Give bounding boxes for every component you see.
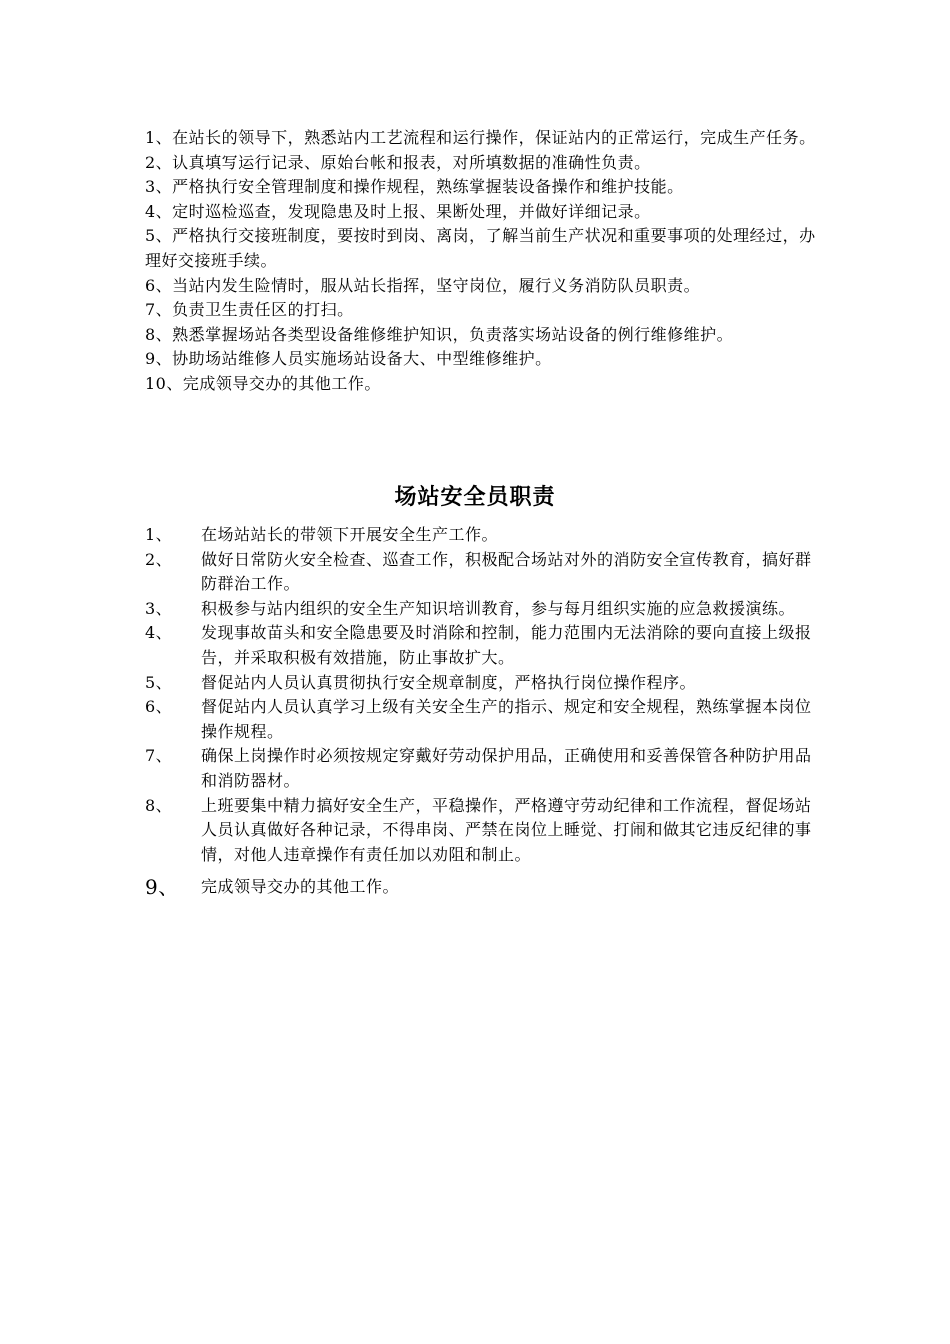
duty-paragraph-4: 4、定时巡检巡查，发现隐患及时上报、果断处理，并做好详细记录。 bbox=[145, 201, 651, 221]
item-text: 督促站内人员认真学习上级有关安全生产的指示、规定和安全规程，熟练掌握本岗位操作规程。 bbox=[201, 697, 812, 741]
duty-paragraph-5: 5、严格执行交接班制度，要按时到岗、离岗，了解当前生产状况和重要事项的处理经过，办理好交接班手续。 bbox=[145, 226, 816, 270]
item-text: 积极参与站内组织的安全生产知识培训教育，参与每月组织实施的应急救援演练。 bbox=[201, 598, 796, 618]
item-text: 确保上岗操作时必须按规定穿戴好劳动保护用品，正确使用和妥善保管各种防护用品和消防器材。 bbox=[201, 746, 812, 790]
duty-paragraph-1: 1、在站长的领导下，熟悉站内工艺流程和运行操作，保证站内的正常运行，完成生产任务。 bbox=[145, 128, 816, 147]
operator-duties-list bbox=[145, 126, 825, 397]
duty-paragraph-2: 2、认真填写运行记录、原始台帐和报表，对所填数据的准确性负责。 bbox=[145, 152, 651, 172]
safety-duty-item-5 bbox=[145, 671, 825, 696]
duty-paragraph-3: 3、严格执行安全管理制度和操作规程，熟练掌握装设备操作和维护技能。 bbox=[145, 177, 684, 197]
duty-paragraph-7: 7、负责卫生责任区的打扫。 bbox=[145, 300, 354, 320]
item-text: 完成领导交办的其他工作。 bbox=[201, 877, 400, 897]
item-number: 6、 bbox=[145, 697, 173, 717]
item-number: 4、 bbox=[145, 623, 173, 643]
safety-duty-item-9 bbox=[145, 875, 825, 900]
item-number: 2、 bbox=[145, 549, 173, 569]
item-number: 3、 bbox=[145, 598, 173, 618]
item-number: 9、 bbox=[145, 875, 179, 900]
item-text: 上班要集中精力搞好安全生产，平稳操作，严格遵守劳动纪律和工作流程，督促场站人员认真做好各种记录，不得串岗、严禁在岗位上睡觉、打闹和做其它违反纪律的事情，对他人违章操作有责任加以劝阻和制止。 bbox=[201, 795, 812, 864]
duty-paragraph-9: 9、协助场站维修人员实施场站设备大、中型维修维护。 bbox=[145, 349, 552, 369]
safety-duty-item-2 bbox=[145, 548, 825, 597]
safety-duty-item-3 bbox=[145, 597, 825, 622]
item-text: 发现事故苗头和安全隐患要及时消除和控制，能力范围内无法消除的要向直接上级报告，并采取积极有效措施，防止事故扩大。 bbox=[201, 623, 812, 667]
safety-duty-item-8 bbox=[145, 794, 825, 868]
item-text: 督促站内人员认真贯彻执行安全规章制度，严格执行岗位操作程序。 bbox=[201, 672, 697, 692]
item-text: 做好日常防火安全检查、巡查工作，积极配合场站对外的消防安全宣传教育，搞好群防群治工作。 bbox=[201, 549, 812, 594]
duty-paragraph-10: 10、完成领导交办的其他工作。 bbox=[145, 373, 381, 393]
item-number: 7、 bbox=[145, 746, 173, 766]
safety-duty-item-7 bbox=[145, 744, 825, 793]
item-number: 5、 bbox=[145, 672, 173, 692]
safety-duty-item-4 bbox=[145, 621, 825, 670]
item-number: 1、 bbox=[145, 525, 173, 544]
safety-duty-item-1 bbox=[145, 523, 825, 548]
item-text: 在场站站长的带领下开展安全生产工作。 bbox=[201, 525, 499, 544]
section-title: 场站安全员职责 bbox=[394, 484, 556, 510]
duty-paragraph-6: 6、当站内发生险情时，服从站长指挥，坚守岗位，履行义务消防队员职责。 bbox=[145, 275, 701, 295]
safety-officer-duties-list bbox=[145, 523, 825, 900]
duty-paragraph-8: 8、熟悉掌握场站各类型设备维修维护知识，负责落实场站设备的例行维修维护。 bbox=[145, 324, 734, 344]
safety-duty-item-6 bbox=[145, 695, 825, 744]
item-number: 8、 bbox=[145, 795, 173, 815]
